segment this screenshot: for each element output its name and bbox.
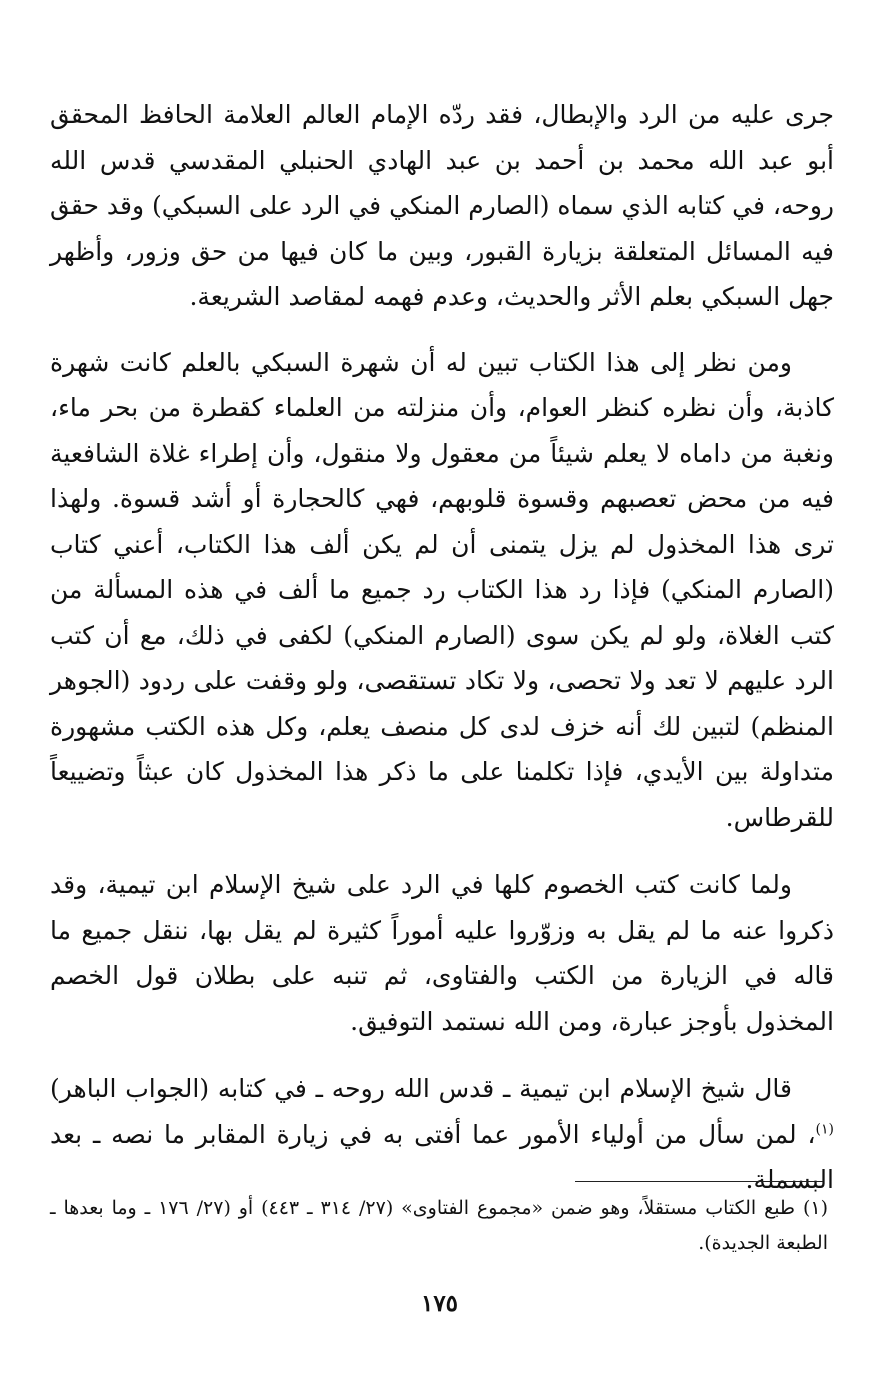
paragraph-4-text-after-note: ، لمن سأل من أولياء الأمور عما أفتى به في زيارة المقابر ما نصه ـ بعد البسملة.: [50, 1119, 834, 1194]
footnote-marker: (١): [815, 1121, 834, 1138]
footnote-text: (١) طبع الكتاب مستقلاً، وهو ضمن «مجموع الفتاوى» (٢٧/ ٣١٤ ـ ٤٤٣) أو (٢٧/ ١٧٦ ـ وما بعدها ـ الطبعة الجديدة).: [50, 1197, 828, 1254]
paragraph-2: ومن نظر إلى هذا الكتاب تبين له أن شهرة السبكي بالعلم كانت شهرة كاذبة، وأن نظره كنظر العوام، وأن منزلته من العلماء كقطرة من بحر ماء، ونغبة من داماه لا يعلم شيئاً من معقول ولا منقول، وأن إطراء غلاة الشافعية فيه من محض تعصبهم وقسوة قلوبهم، فهي كالحجارة أو أشد قسوة. ولهذا ترى هذا المخذول لم يزل يتمنى أن لم يكن ألف هذا الكتاب، أعني كتاب (الصارم المنكي) فإذا رد هذا الكتاب رد جميع ما ألف في هذه المسألة من كتب الغلاة، ولو لم يكن سوى (الصارم المنكي) لكفى في ذلك، مع أن كتب الرد عليهم لا تعد ولا تحصى، ولا تكاد تستقصى، ولو وقفت على ردود (الجوهر المنظم) لتبين لك أنه خزف لدى كل منصف يعلم، وكل هذه الكتب مشهورة متداولة بين الأيدي، فإذا تكلمنا على ما ذكر هذا المخذول كان عبثاً وتضييعاً للقرطاس.: [50, 347, 834, 832]
paragraph-4: [50, 1066, 834, 1203]
main-text: [50, 92, 834, 1203]
footnote-divider: [575, 1181, 823, 1182]
page-number: ١٧٥: [420, 1290, 459, 1317]
paragraph-1: جرى عليه من الرد والإبطال، فقد ردّه الإمام العالم العلامة الحافظ المحقق أبو عبد الله محمد بن أحمد بن عبد الهادي الحنبلي المقدسي قدس الله روحه، في كتابه الذي سماه (الصارم المنكي في الرد على السبكي) وقد حقق فيه المسائل المتعلقة بزيارة القبور، وبين ما كان فيها من حق وزور، وأظهر جهل السبكي بعلم الأثر والحديث، وعدم فهمه لمقاصد الشريعة.: [50, 100, 834, 311]
paragraph-3: ولما كانت كتب الخصوم كلها في الرد على شيخ الإسلام ابن تيمية، وقد ذكروا عنه ما لم يقل به وزوّروا عليه أموراً كثيرة لم يقل بها، ننقل جميع ما قاله في الزيارة من الكتب والفتاوى، ثم تنبه على بطلان قول الخصم المخذول بأوجز عبارة، ومن الله نستمد التوفيق.: [50, 870, 834, 1036]
paragraph-4-text-before-note: قال شيخ الإسلام ابن تيمية ـ قدس الله روحه ـ في كتابه (الجواب الباهر): [50, 1074, 792, 1103]
